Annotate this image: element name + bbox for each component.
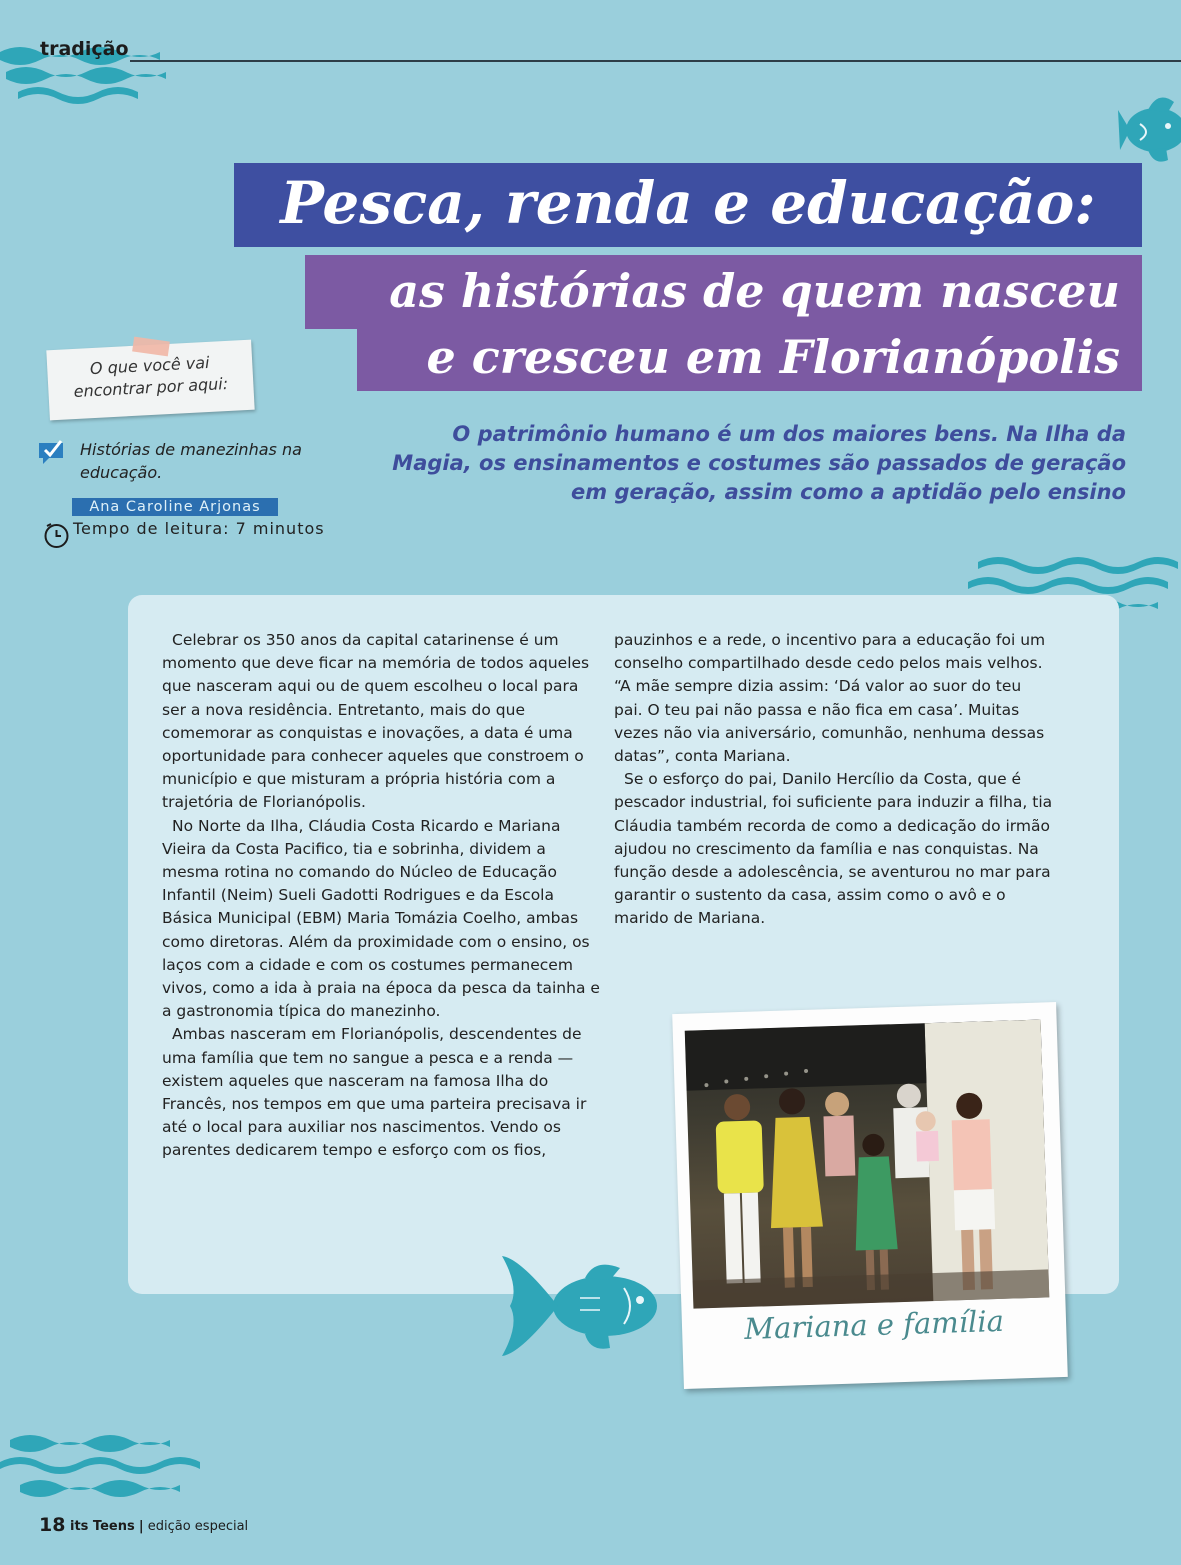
footer-magazine <box>70 1519 248 1534</box>
title-line-1: Pesca, renda e educação: <box>234 163 1142 247</box>
edition-label: edição especial <box>147 1519 249 1534</box>
magazine-name: its Teens <box>70 1519 135 1534</box>
family-photo <box>685 1020 1050 1309</box>
title-line-2: as histórias de quem nasceu <box>305 255 1142 329</box>
fish-top-right-icon <box>1118 88 1181 168</box>
article-paragraph: No Norte da Ilha, Cláudia Costa Ricardo e Mariana Vieira da Costa Pacifico, tia e sobrinha, dividem a mesma rotina no comando do Núcleo de Educação Infantil (Neim) Sueli Gadotti Rodrigues e da Escola Básica Municipal (EBM) Maria Tomázia Coelho, ambas como diretoras. Além da proximidade com o ensino, os laços com a cidade e com os costumes permanecem vivos, como a ida à praia na época da pesca da tainha e a gastronomia típica do manezinho. <box>162 816 600 1021</box>
checkbox-checked-icon <box>37 440 67 466</box>
footer-separator: | <box>138 1519 144 1534</box>
checklist-item: Histórias de manezinhas na educação. <box>80 440 302 482</box>
photo-polaroid <box>672 1002 1068 1389</box>
reading-time: Tempo de leitura: 7 minutos <box>73 519 325 538</box>
header-rule <box>130 60 1181 62</box>
article-paragraph: Ambas nasceram em Florianópolis, descendentes de uma família que tem no sangue a pesca e a renda — existem aqueles que nasceram na famosa Ilha do Francês, nos tempos em que uma parteira precisava ir até o local para auxiliar nos nascimentos. Vendo os parentes dedicarem tempo e esforço com os fios, <box>162 1025 587 1160</box>
page-number: 18 <box>39 1514 66 1536</box>
note-line-2: encontrar por aqui: <box>73 373 229 402</box>
article-column-2 <box>614 629 1054 931</box>
fish-bottom-icon <box>500 1248 665 1358</box>
note-line-1: O que você vai <box>89 352 210 379</box>
clock-icon <box>43 522 70 549</box>
article-column-1 <box>162 629 602 1163</box>
photo-caption: Mariana e família <box>743 1303 1005 1347</box>
family-photo-illustration <box>685 1020 1050 1309</box>
article-paragraph: Celebrar os 350 anos da capital catarinense é um momento que deve ficar na memória de todos aqueles que nasceram aqui ou de quem escolheu o local para ser a nova residência. Entretanto, mais do que comemorar as conquistas e inovações, a data é uma oportunidade para conhecer aqueles que constroem o município e que misturam a própria história com a trajetória de Florianópolis. <box>162 631 590 812</box>
title-line-3: e cresceu em Florianópolis <box>357 327 1142 391</box>
article-paragraph: pauzinhos e a rede, o incentivo para a educação foi um conselho compartilhado desde cedo pelos mais velhos. “A mãe sempre dizia assim: ‘Dá valor ao suor do teu pai. O teu pai não passa e não fica em casa’. Muitas vezes não via aniversário, comunhão, nenhuma dessas datas”, conta Mariana. <box>614 631 1046 766</box>
waves-bottom-left-decoration <box>0 1430 205 1505</box>
author-name: Ana Caroline Arjonas <box>72 498 278 516</box>
article-paragraph: Se o esforço do pai, Danilo Hercílio da Costa, que é pescador industrial, foi suficiente para induzir a filha, tia Cláudia também recorda de como a dedicação do irmão ajudou no crescimento da família e nas conquistas. Na função desde a adolescência, se aventurou no mar para garantir o sustento da casa, assim como o avô e o marido de Mariana. <box>614 770 1053 928</box>
section-label: tradição <box>40 38 129 60</box>
article-subtitle: O patrimônio humano é um dos maiores bens. Na Ilha da Magia, os ensinamentos e costumes são passados de geração em geração, assim como a aptidão pelo ensino <box>392 422 1126 504</box>
